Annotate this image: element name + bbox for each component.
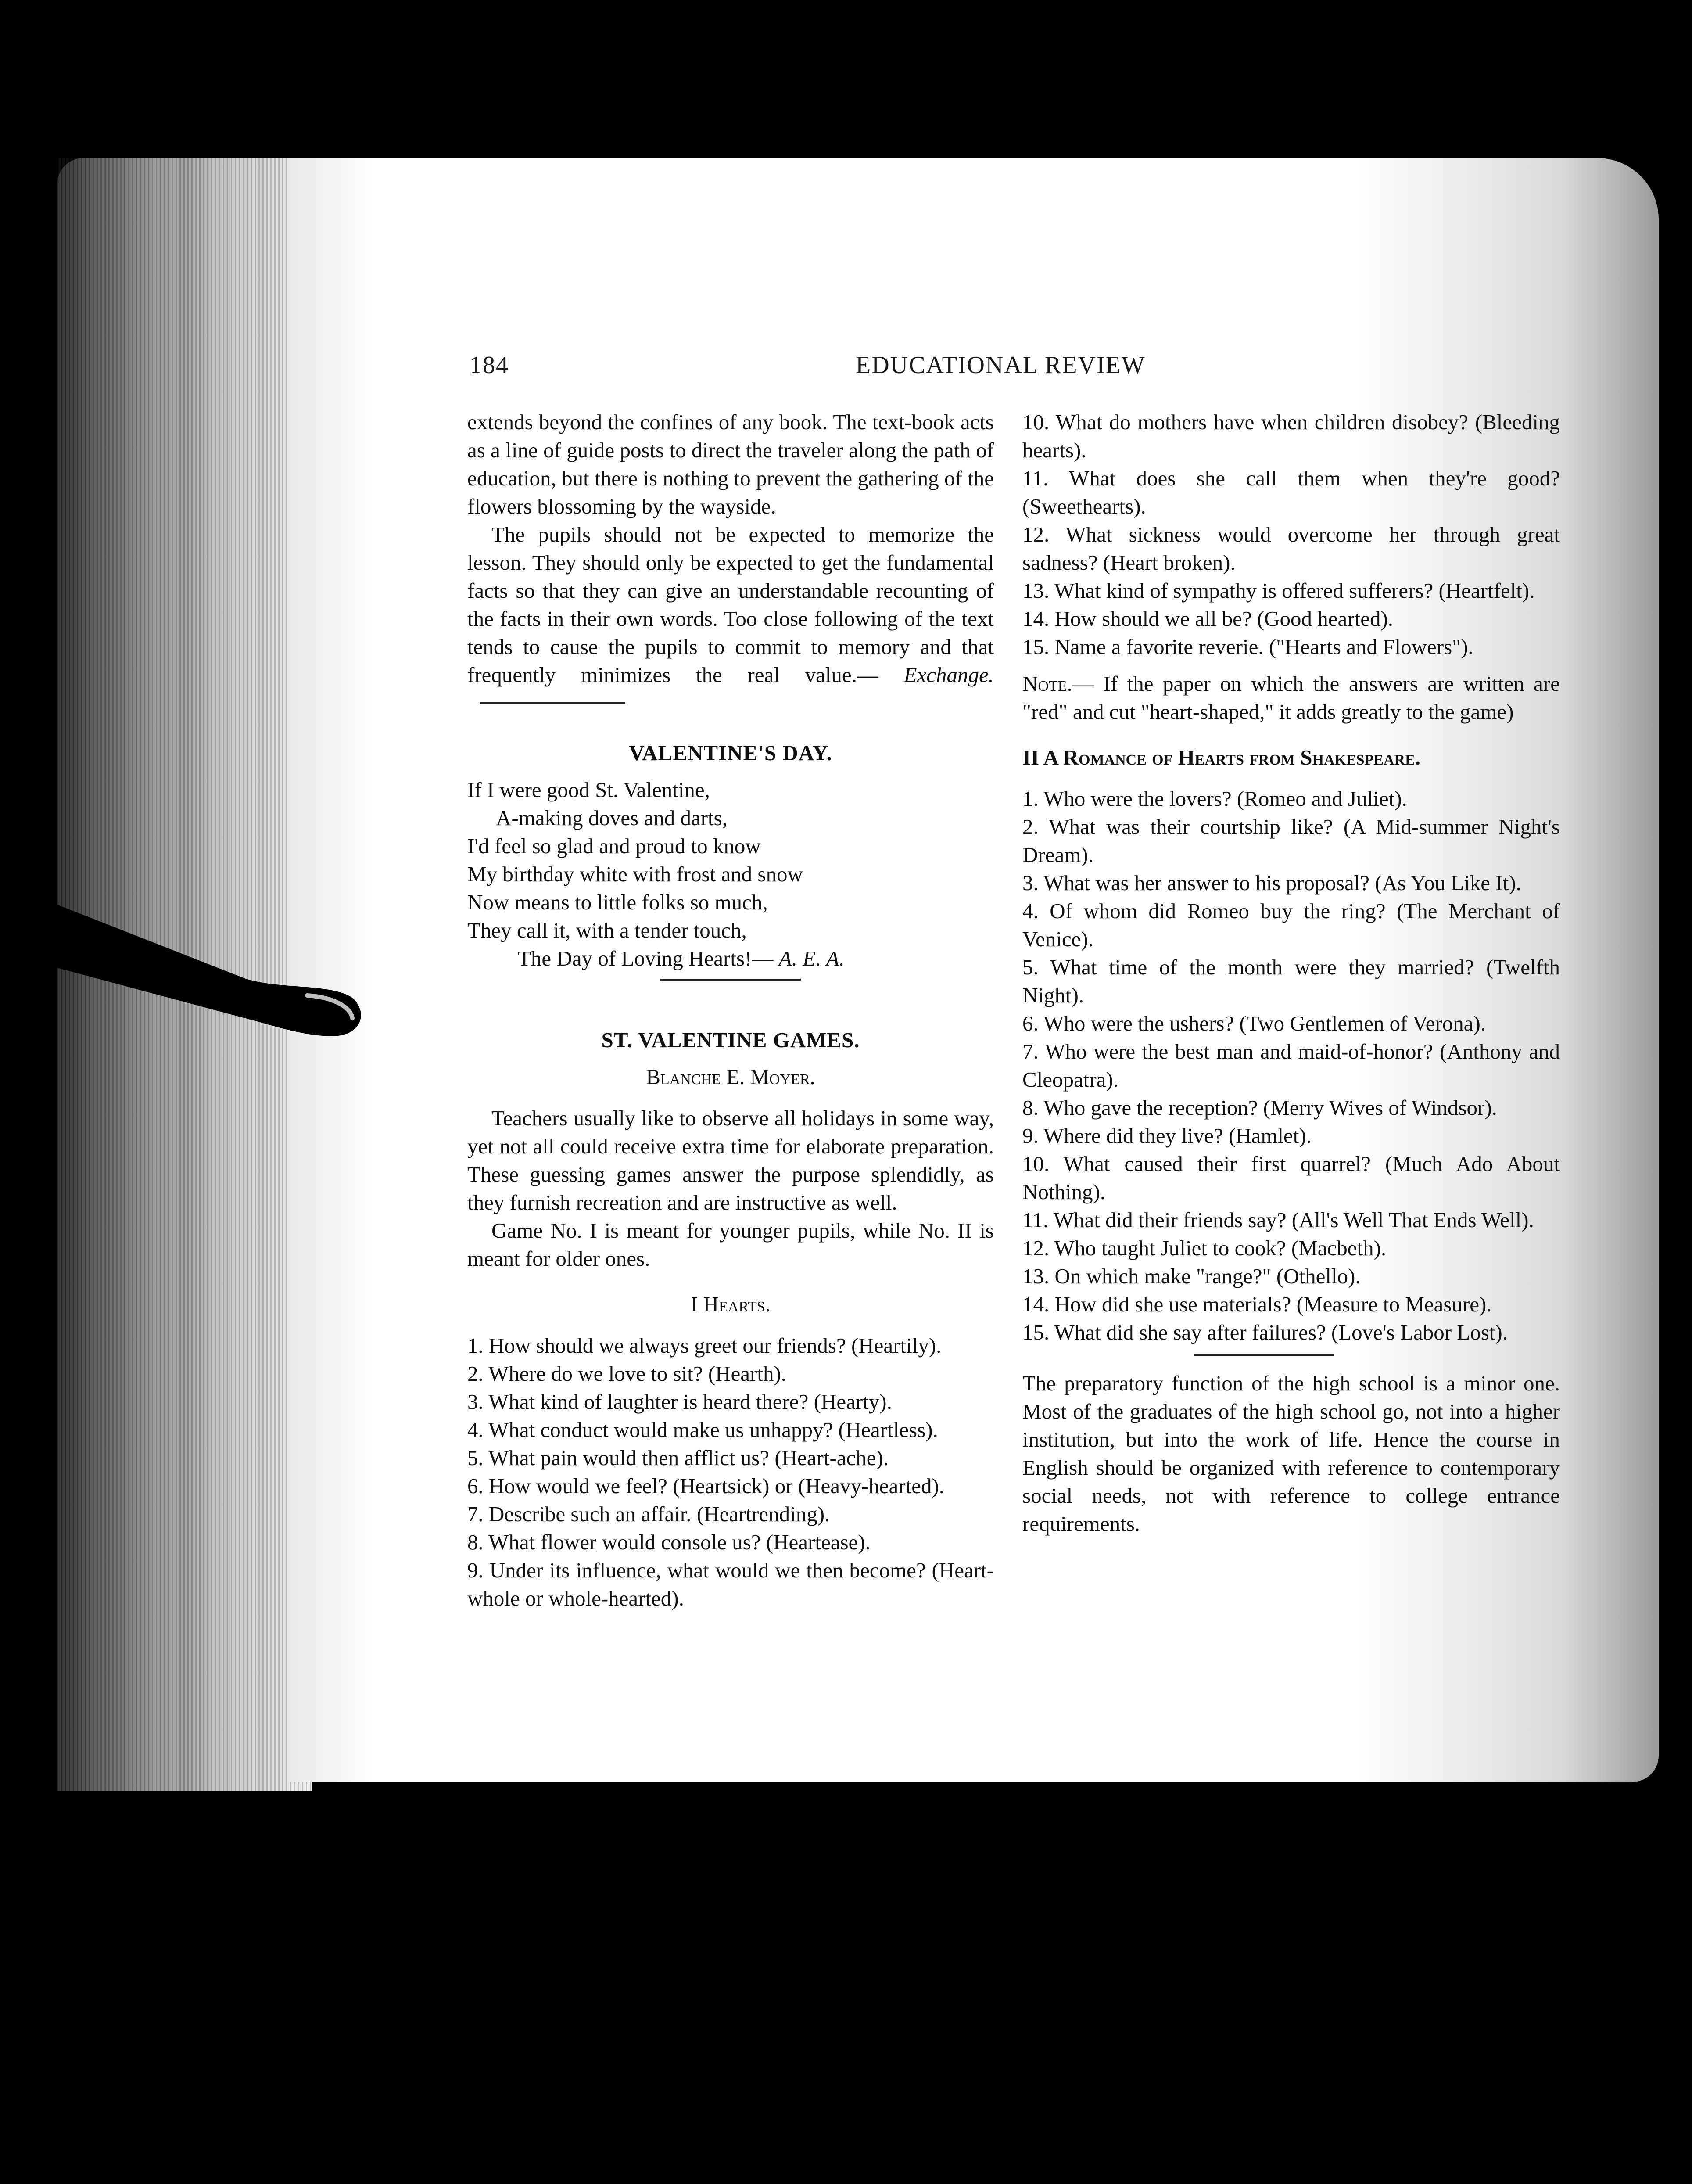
page-number: 184 bbox=[470, 352, 509, 379]
list-item: 6. How would we feel? (Heartsick) or (Heavy-hearted). bbox=[467, 1474, 945, 1498]
poem bbox=[467, 776, 994, 973]
list-item: 4. Of whom did Romeo buy the ring? (The Merchant of Venice). bbox=[1022, 899, 1560, 951]
list-item: 7. Describe such an affair. (Heartrending). bbox=[467, 1502, 830, 1526]
list-item: 2. What was their courtship like? (A Mid-summer Night's Dream). bbox=[1022, 815, 1560, 867]
intro-paragraph: extends beyond the confines of any book. The text-book acts as a line of guide posts to direct the traveler along the path of education, but there is nothing to prevent the gathering of the flowers blossoming by the wayside. bbox=[467, 410, 994, 518]
list-item: 9. Where did they live? (Hamlet). bbox=[1022, 1124, 1312, 1148]
poem-last-line bbox=[467, 945, 994, 973]
memorize-paragraph bbox=[467, 521, 994, 717]
poem-line: A-making doves and darts, bbox=[496, 806, 728, 830]
closing-paragraph: The preparatory function of the high school is a minor one. Most of the graduates of the high school go, not into a higher institution, but into the work of life. Hence the course in English should be organized with reference to contemporary social needs, not with reference to college entrance requirements. bbox=[1022, 1371, 1560, 1536]
poem-line: I'd feel so glad and proud to know bbox=[467, 834, 761, 858]
section-rule bbox=[660, 979, 801, 981]
poem-line: Now means to little folks so much, bbox=[467, 890, 768, 914]
list-item: 11. What does she call them when they're good? (Sweethearts). bbox=[1022, 466, 1560, 518]
list-item: 12. What sickness would overcome her through great sadness? (Heart broken). bbox=[1022, 522, 1560, 575]
memorize-paragraph-text: The pupils should not be expected to memorize the lesson. They should only be expected to get the fundamental facts so that they can give an understandable recounting of the facts in their own words. Too close following of the text tends to cause the pupils to commit to memory and that frequently minimizes the real value.— bbox=[467, 522, 994, 687]
poem-last-line-text: The Day of Loving Hearts!— bbox=[518, 946, 774, 970]
poem-line: If I were good St. Valentine, bbox=[467, 778, 710, 802]
poem-title: VALENTINE'S DAY. bbox=[629, 741, 832, 765]
list-item: 2. Where do we love to sit? (Hearth). bbox=[467, 1361, 787, 1386]
list-item: 10. What caused their first quarrel? (Much Ado About Nothing). bbox=[1022, 1152, 1560, 1204]
poem-line: My birthday white with frost and snow bbox=[467, 862, 803, 886]
note-text: If the paper on which the answers are written are "red" and cut "heart-shaped," it adds greatly to the game) bbox=[1022, 672, 1560, 724]
article-paragraph: Game No. I is meant for younger pupils, while No. II is meant for older ones. bbox=[467, 1218, 994, 1271]
list-item: 3. What was her answer to his proposal? (As You Like It). bbox=[1022, 871, 1521, 895]
section-title: I Hearts. bbox=[691, 1292, 771, 1316]
list-item: 15. Name a favorite reverie. ("Hearts and Flowers"). bbox=[1022, 635, 1473, 659]
paragraph-source: Exchange. bbox=[903, 663, 994, 687]
note bbox=[1022, 670, 1560, 726]
list-item: 5. What pain would then afflict us? (Heart-ache). bbox=[467, 1446, 889, 1470]
list-item: 4. What conduct would make us unhappy? (Heartless). bbox=[467, 1418, 938, 1442]
article-author: Blanche E. Moyer. bbox=[646, 1065, 815, 1089]
list-item: 14. How did she use materials? (Measure to Measure). bbox=[1022, 1292, 1492, 1316]
poem-line: They call it, with a tender touch, bbox=[467, 918, 747, 942]
list-item: 13. What kind of sympathy is offered sufferers? (Heartfelt). bbox=[1022, 578, 1535, 603]
list-item: 3. What kind of laughter is heard there? (Hearty). bbox=[467, 1390, 892, 1414]
list-item: 14. How should we all be? (Good hearted). bbox=[1022, 607, 1394, 631]
pointer-stick-shadow bbox=[0, 882, 364, 1045]
list-item: 8. Who gave the reception? (Merry Wives of Windsor). bbox=[1022, 1096, 1497, 1120]
article-paragraph: Teachers usually like to observe all holidays in some way, yet not all could receive extra time for elaborate preparation. These guessing games answer the purpose splendidly, as they furnish recreation and are instructive as well. bbox=[467, 1106, 994, 1214]
section-rule bbox=[1194, 1354, 1334, 1356]
right-column bbox=[1022, 408, 1560, 1538]
list-item: 6. Who were the ushers? (Two Gentlemen of Verona). bbox=[1022, 1011, 1486, 1035]
list-item: 13. On which make "range?" (Othello). bbox=[1022, 1264, 1361, 1288]
running-title: EDUCATIONAL REVIEW bbox=[856, 352, 1146, 379]
list-item: 11. What did their friends say? (All's Well That Ends Well). bbox=[1022, 1208, 1534, 1232]
list-item: 10. What do mothers have when children disobey? (Bleeding hearts). bbox=[1022, 410, 1560, 462]
list-item: 15. What did she say after failures? (Love's Labor Lost). bbox=[1022, 1320, 1508, 1344]
section-title: II A Romance of Hearts from Shakespeare. bbox=[1022, 745, 1421, 769]
list-item: 5. What time of the month were they married? (Twelfth Night). bbox=[1022, 955, 1560, 1007]
article-title: ST. VALENTINE GAMES. bbox=[601, 1028, 860, 1052]
poem-author: A. E. A. bbox=[778, 946, 845, 970]
section-rule bbox=[480, 702, 625, 704]
list-item: 8. What flower would console us? (Heartease). bbox=[467, 1530, 871, 1554]
note-label: Note.— bbox=[1022, 672, 1094, 696]
left-column bbox=[467, 408, 994, 1613]
list-item: 7. Who were the best man and maid-of-honor? (Anthony and Cleopatra). bbox=[1022, 1039, 1560, 1092]
list-item: 9. Under its influence, what would we then become? (Heart-whole or whole-hearted). bbox=[467, 1558, 994, 1610]
list-item: 12. Who taught Juliet to cook? (Macbeth). bbox=[1022, 1236, 1387, 1260]
list-item: 1. Who were the lovers? (Romeo and Juliet). bbox=[1022, 787, 1407, 811]
list-item: 1. How should we always greet our friends? (Heartily). bbox=[467, 1333, 942, 1358]
